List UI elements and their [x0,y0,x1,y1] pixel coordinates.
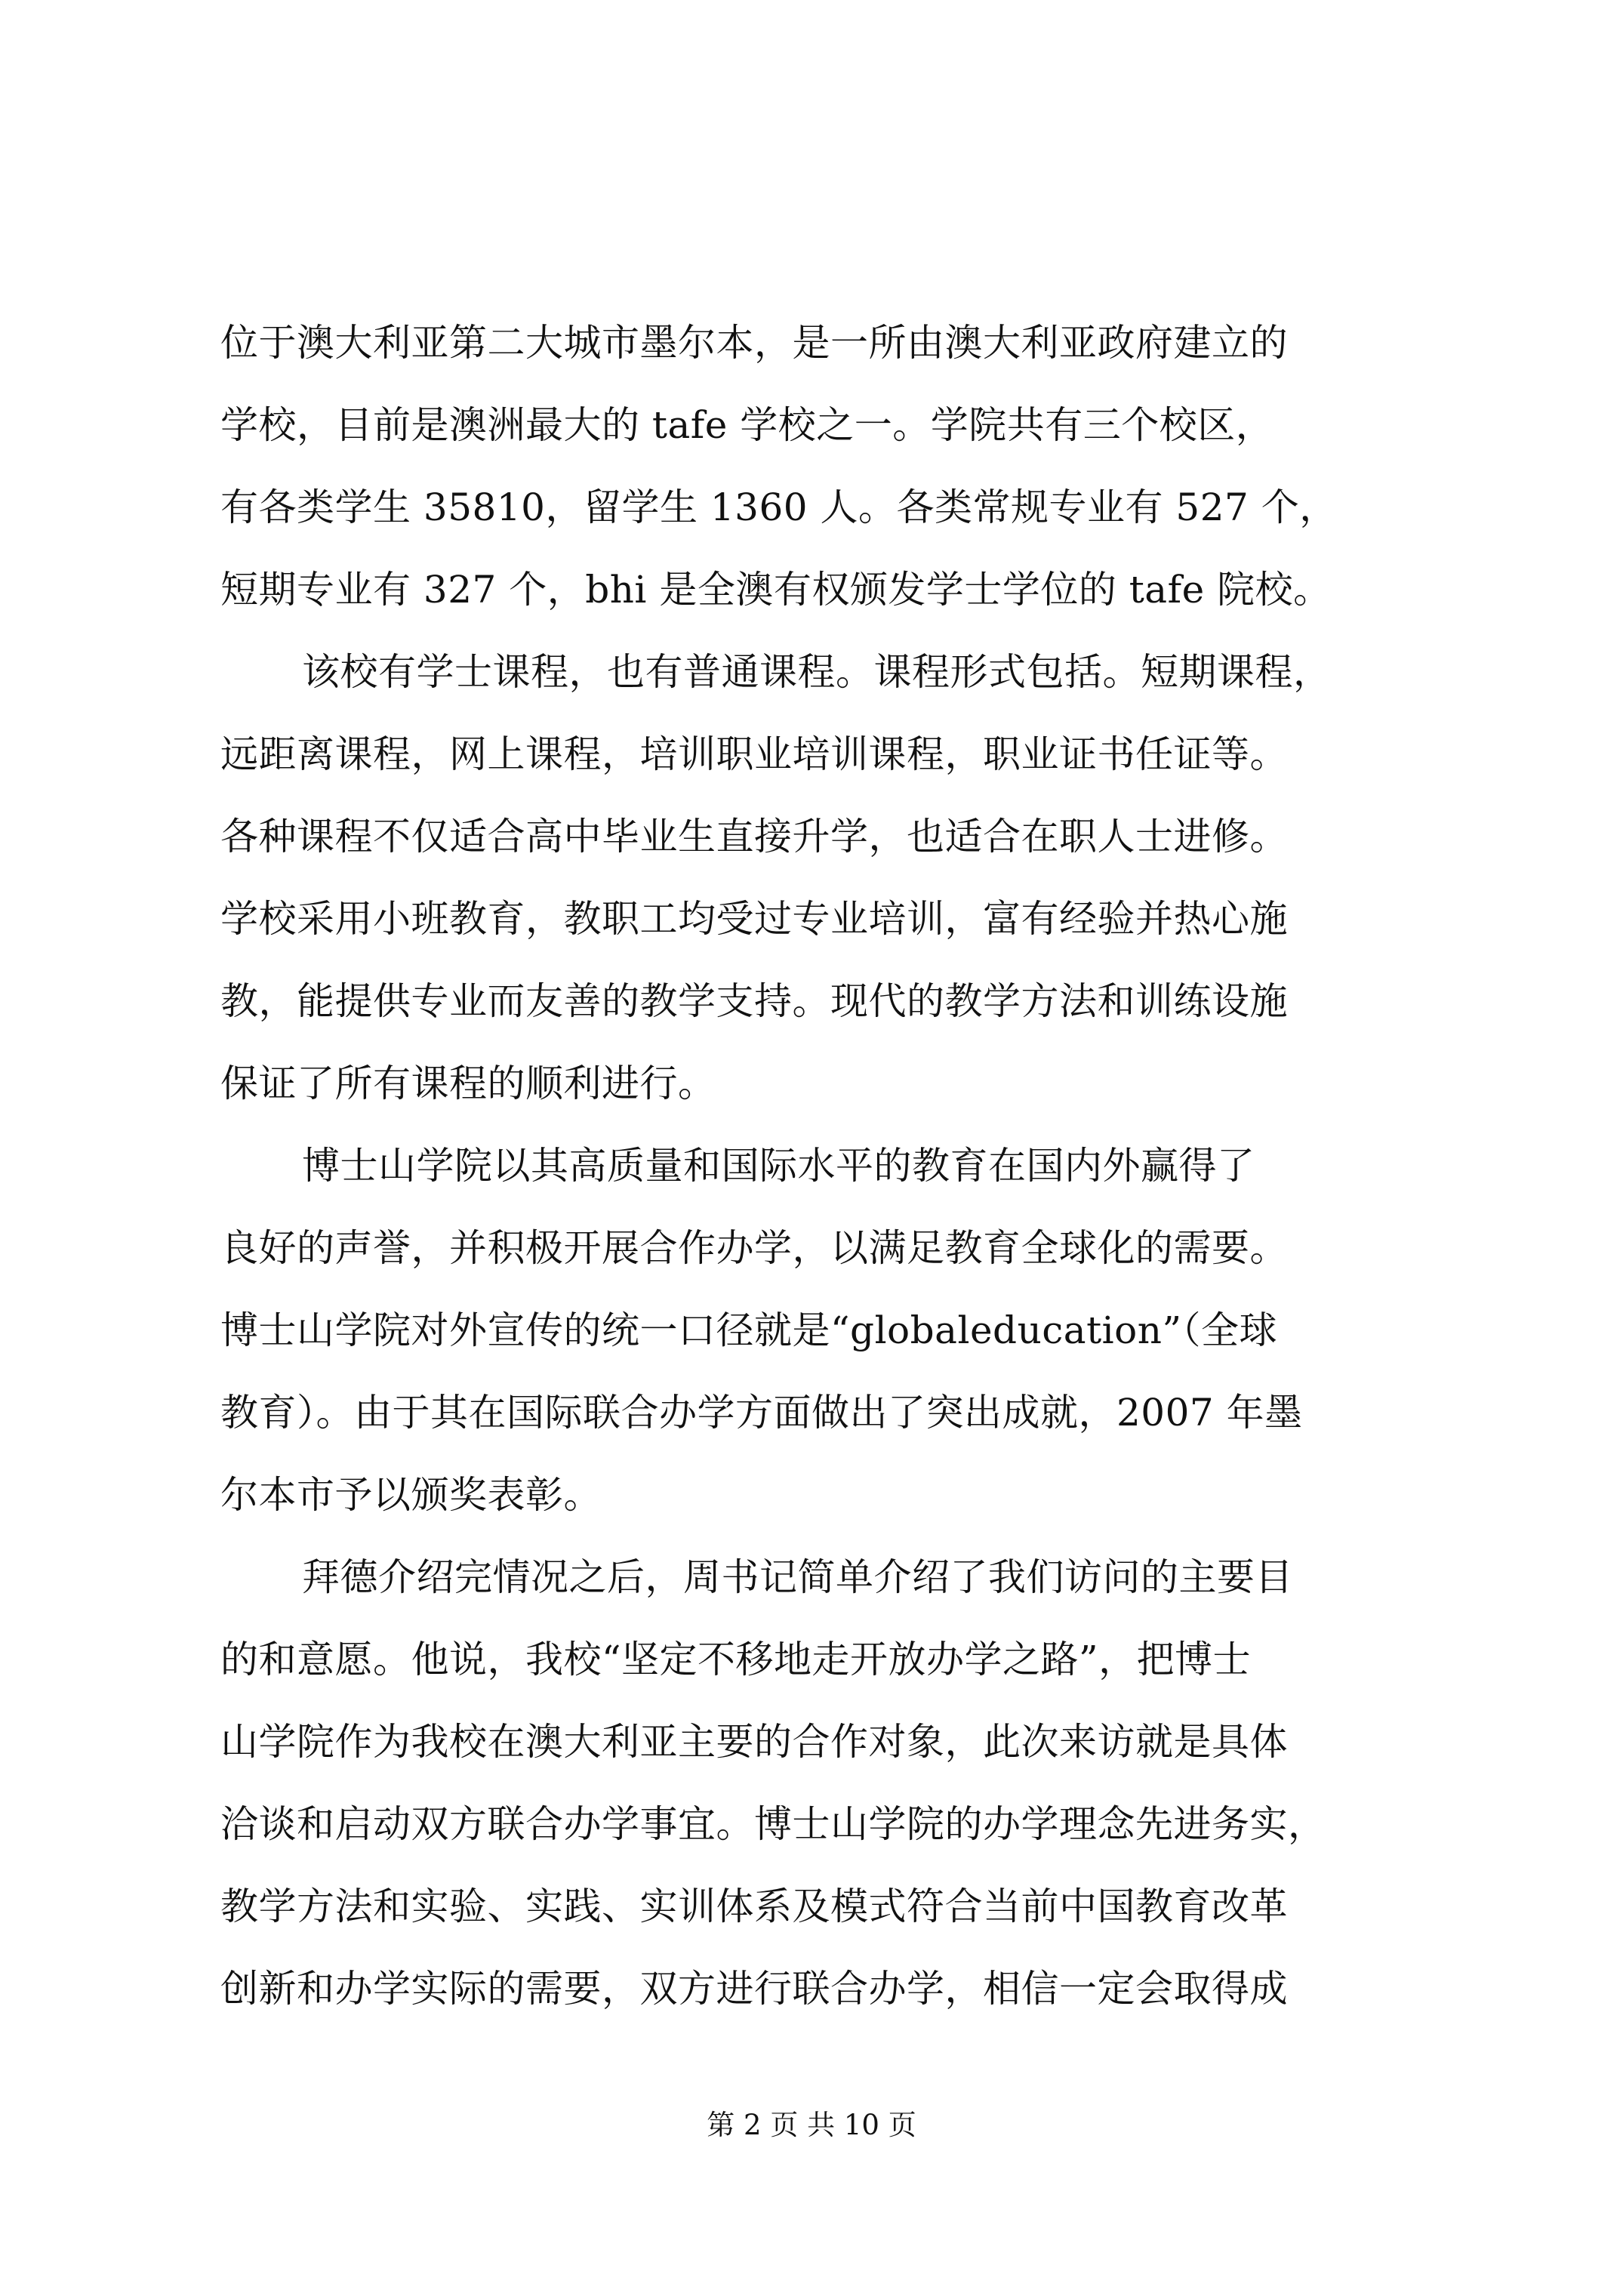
paragraph-first-line: 博士山学院以其高质量和国际水平的教育在国内外赢得了 [302,1144,1255,1188]
paragraph-first-line: 拜德介绍完情况之后，周书记简单介绍了我们访问的主要目 [302,1555,1293,1599]
text-line: 博士山学院对外宣传的统一口径就是“globaleducation”（全球 [220,1308,1278,1352]
paragraph-first-line: 该校有学士课程，也有普通课程。课程形式包括。短期课程， [302,650,1332,694]
body-text [220,302,1421,2030]
text-line: 教育）。由于其在国际联合办学方面做出了突出成就，2007 年墨 [220,1391,1303,1435]
text-line: 学校，目前是澳洲最大的 tafe 学校之一。学院共有三个校区， [220,403,1274,447]
text-line: 远距离课程，网上课程，培训职业培训课程，职业证书任证等。 [220,732,1288,776]
text-line: 各种课程不仅适合高中毕业生直接升学，也适合在职人士进修。 [220,815,1288,858]
text-line: 尔本市予以颁奖表彰。 [220,1473,602,1517]
text-line: 有各类学生 35810，留学生 1360 人。各类常规专业有 527 个， [220,485,1338,529]
text-line: 短期专业有 327 个，bhi 是全澳有权颁发学士学位的 tafe 院校。 [220,568,1332,612]
text-line: 教，能提供专业而友善的教学支持。现代的教学方法和训练设施 [220,979,1288,1023]
text-line: 位于澳大利亚第二大城市墨尔本，是一所由澳大利亚政府建立的 [220,321,1288,365]
text-line: 山学院作为我校在澳大利亚主要的合作对象，此次来访就是具体 [220,1720,1288,1764]
text-line: 保证了所有课程的顺利进行。 [220,1062,716,1105]
text-line: 良好的声誉，并积极开展合作办学，以满足教育全球化的需要。 [220,1226,1288,1270]
page-footer: 第 2 页 共 10 页 [707,2109,916,2141]
text-line: 的和意愿。他说，我校“坚定不移地走开放办学之路”，把博士 [220,1638,1252,1681]
text-line: 学校采用小班教育，教职工均受过专业培训，富有经验并热心施 [220,897,1288,941]
text-line: 洽谈和启动双方联合办学事宜。博士山学院的办学理念先进务实， [220,1802,1326,1846]
text-line: 创新和办学实际的需要，双方进行联合办学，相信一定会取得成 [220,1967,1288,2011]
text-line: 教学方法和实验、实践、实训体系及模式符合当前中国教育改革 [220,1885,1288,1928]
